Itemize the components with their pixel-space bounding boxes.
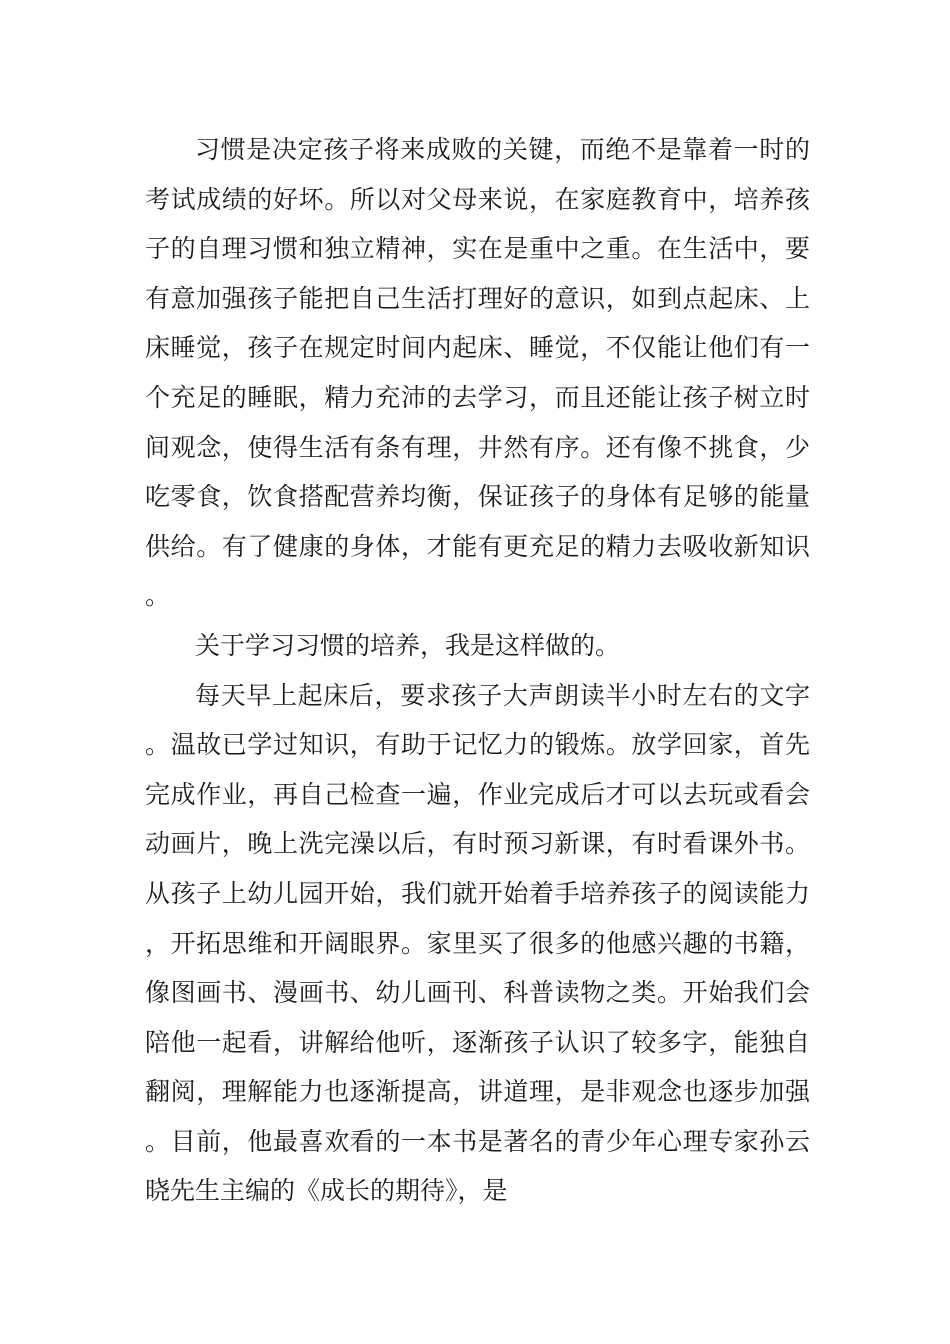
- paragraph-habits-importance: 习惯是决定孩子将来成败的关键，而绝不是靠着一时的考试成绩的好坏。所以对父母来说，在家庭教育中，培养孩子的自理习惯和独立精神，实在是重中之重。在生活中，要有意加强孩子能把自己生活打理好的意识，如到点起床、上床睡觉，孩子在规定时间内起床、睡觉，不仅能让他们有一个充足的睡眠，精力充沛的去学习，而且还能让孩子树立时间观念，使得生活有条有理，井然有序。还有像不挑食，少吃零食，饮食搭配营养均衡，保证孩子的身体有足够的能量供给。有了健康的身体，才能有更充足的精力去吸收新知识。: [145, 135, 810, 611]
- paragraph-study-habits-intro: 关于学习习惯的培养，我是这样做的。: [195, 630, 621, 660]
- paragraph-daily-routine: 每天早上起床后，要求孩子大声朗读半小时左右的文字。温故已学过知识，有助于记忆力的锻炼。放学回家，首先完成作业，再自己检查一遍，作业完成后才可以去玩或看会动画片，晚上洗完澡以后，有时预习新课，有时看课外书。从孩子上幼儿园开始，我们就开始着手培养孩子的阅读能力，开拓思维和开阔眼界。家里买了很多的他感兴趣的书籍，像图画书、漫画书、幼儿画刊、科普读物之类。开始我们会陪他一起看，讲解给他听，逐渐孩子认识了较多字，能独自翻阅，理解能力也逐渐提高，讲道理，是非观念也逐步加强。目前，他最喜欢看的一本书是著名的青少年心理专家孙云晓先生主编的《成长的期待》，是: [145, 680, 810, 1206]
- document-page: [145, 125, 810, 1216]
